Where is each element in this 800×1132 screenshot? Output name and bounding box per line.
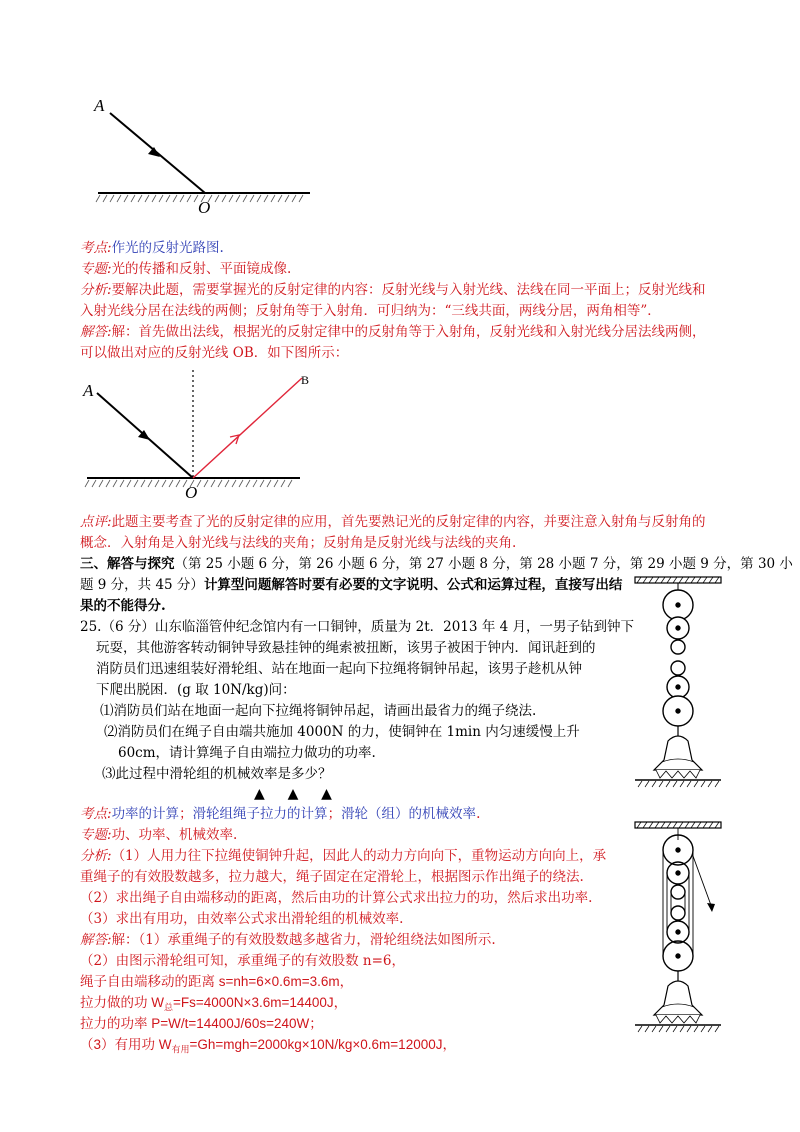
dianping-line-1: 此题主要考查了光的反射定律的应用，首先要熟记光的反射定律的内容，并要注意入射角与反射角的 xyxy=(111,514,706,530)
ceiling-beam-2 xyxy=(635,822,721,828)
q25-jieda-line-1: 解：（1）承重绳子的有效股数越多越省力，滑轮组绕法如图所示. xyxy=(111,932,496,948)
section3-row-1 xyxy=(80,554,793,574)
incident-arrow-icon xyxy=(148,147,160,157)
section3-heading: 三、解答与探究 xyxy=(80,556,175,572)
q25-jieda-line-4-sub: 总 xyxy=(164,1002,174,1013)
label-a-2: A xyxy=(83,381,94,400)
q25-jieda-line-4a: 拉力做的功 W xyxy=(80,995,164,1010)
zhuanti-row xyxy=(80,259,291,279)
q25-sub-3: ⑶此过程中滑轮组的机械效率是多少？ xyxy=(102,766,332,782)
label-b: B xyxy=(301,373,310,387)
q25-jieda-row-1 xyxy=(80,930,496,950)
figure-pulley-answer xyxy=(632,820,727,1035)
fenxi-line-2: 入射光线分居在法线的两侧；反射角等于入射角．可归纳为：“三线共面，两线分居，两角相等”． xyxy=(80,303,661,319)
fenxi-line-1: 要解决此题，需要掌握光的反射定律的内容：反射光线与入射光线、法线在同一平面上；反射光线和 xyxy=(111,282,706,298)
section3-instruction-2: 果的不能得分. xyxy=(80,598,166,614)
q25-stem-1 xyxy=(80,617,634,637)
q25-jieda-line-6a: （3）有用功 W xyxy=(80,1037,172,1052)
label-o: O xyxy=(198,198,211,217)
q25-kaodian-row xyxy=(80,804,480,824)
ceiling-beam xyxy=(635,577,721,583)
q25-kaodian-label: 考点: xyxy=(80,806,112,822)
section3-instruction-1: 计算型问题解答时要有必要的文字说明、公式和运算过程，直接写出结 xyxy=(203,577,623,593)
bell-icon xyxy=(654,726,702,778)
q25-number: 25. xyxy=(80,619,102,635)
movable-pulleys-2 xyxy=(663,906,693,971)
jieda-label: 解答: xyxy=(80,324,112,340)
zhuanti-text: 光的传播和反射、平面镜成像. xyxy=(111,261,292,277)
q25-kaodian-t6: . xyxy=(476,806,481,822)
q25-kaodian-t1: 功率的计算 xyxy=(111,806,180,822)
ground xyxy=(635,780,721,787)
q25-fenxi-line-4: （3）求出有用功，由效率公式求出滑轮组的机械效率. xyxy=(80,911,404,927)
q25-jieda-line-4b: =Fs=4000N×3.6m=14400J， xyxy=(173,995,348,1010)
kaodian-label: 考点: xyxy=(80,240,112,256)
q25-sub-2-line-1: ⑵消防员们在绳子自由端共施加 4000N 的力，使铜钟在 1min 内匀速缓慢上升 xyxy=(104,724,580,740)
label-o-2: O xyxy=(185,483,198,502)
q25-jieda-label: 解答: xyxy=(80,932,112,948)
pull-direction-arrow-icon xyxy=(707,903,715,912)
q25-fenxi-line-1: （1）人用力往下拉绳使铜钟升起，因此人的动力方向向下，重物运动方向向上，承 xyxy=(111,848,607,864)
q25-fenxi-row-1 xyxy=(80,846,606,866)
triangle-markers: ▲ ▲ ▲ xyxy=(254,786,333,802)
q25-stem-line-1: （6 分）山东临淄管仲纪念馆内有一口铜钟，质量为 2t．2013 年 4 月，一男子钻到钟下 xyxy=(101,619,634,635)
q25-kaodian-t5: 滑轮（组）的机械效率 xyxy=(341,806,477,822)
jieda-line-1: 解：首先做出法线，根据光的反射定律中的反射角等于入射角，反射光线和入射光线分居法线两侧， xyxy=(111,324,706,340)
dianping-line-2: 概念．入射角是入射光线与法线的夹角；反射角是反射光线与法线的夹角. xyxy=(80,535,517,551)
section3-row-2 xyxy=(80,575,622,595)
q25-stem-line-2: 玩耍，其他游客转动铜钟导致悬挂钟的绳索被扭断，该男子被困于钟内．闻讯赶到的 xyxy=(96,640,596,656)
q25-zhuanti-text: 功、功率、机械效率. xyxy=(111,827,238,843)
q25-jieda-line-3: 绳子自由端移动的距离 s=nh=6×0.6m=3.6m， xyxy=(80,974,354,989)
kaodian-text: 作光的反射光路图. xyxy=(111,240,224,256)
jieda-line-2: 可以做出对应的反射光线 OB．如下图所示： xyxy=(80,345,349,361)
q25-fenxi-label: 分析: xyxy=(80,848,112,864)
fenxi-label: 分析: xyxy=(80,282,112,298)
q25-stem-line-3: 消防员们迅速组装好滑轮组、站在地面一起向下拉绳将铜钟吊起，该男子趁机从钟 xyxy=(96,661,582,677)
q25-sub-1: ⑴消防员们站在地面一起向下拉绳将铜钟吊起，请画出最省力的绳子绕法. xyxy=(100,703,537,719)
q25-jieda-line-6-sub: 有用 xyxy=(171,1044,190,1055)
reflected-ray-ob xyxy=(193,378,302,478)
label-a: A xyxy=(94,96,105,115)
q25-kaodian-t3: 滑轮组绳子拉力的计算 xyxy=(192,806,328,822)
figure-pulley-problem xyxy=(632,575,727,790)
fixed-pulleys xyxy=(663,583,693,654)
q25-zhuanti-label: 专题: xyxy=(80,827,112,843)
figure-reflection xyxy=(75,368,315,503)
kaodian-row xyxy=(80,238,224,258)
q25-kaodian-t2: ； xyxy=(179,806,193,822)
q25-zhuanti-row xyxy=(80,825,237,845)
dianping-label: 点评: xyxy=(80,514,112,530)
q25-fenxi-line-2: 重绳子的有效股数越多，拉力越大，绳子固定在定滑轮上，根据图示作出绳子的绕法. xyxy=(80,869,584,885)
dianping-row-1 xyxy=(80,512,706,532)
figure-incident-ray xyxy=(80,85,320,220)
jieda-row-1 xyxy=(80,322,706,342)
q25-stem-line-4: 下爬出脱困．(g 取 10N/kg)问： xyxy=(96,682,296,698)
q25-kaodian-t4: ； xyxy=(327,806,342,822)
q25-sub-2-line-2: 60cm，请计算绳子自由端拉力做功的功率. xyxy=(118,745,376,761)
fixed-pulleys-2 xyxy=(663,835,693,899)
section3-note-1: （第 25 小题 6 分，第 26 小题 6 分，第 27 小题 8 分，第 28 小题 7 分，第 29 小题 9 分，第 30 小 xyxy=(174,556,793,572)
section3-note-2: 题 9 分，共 45 分） xyxy=(80,577,204,593)
bell-icon-2 xyxy=(654,971,702,1023)
fenxi-row-1 xyxy=(80,280,706,300)
q25-jieda-row-6 xyxy=(80,1035,456,1060)
movable-pulleys xyxy=(663,661,693,727)
zhuanti-label: 专题: xyxy=(80,261,112,277)
q25-fenxi-line-3: （2）求出绳子自由端移动的距离，然后由功的计算公式求出拉力的功，然后求出功率. xyxy=(80,890,593,906)
ground-2 xyxy=(635,1025,721,1032)
q25-jieda-line-5: 拉力的功率 P=W/t=14400J/60s=240W； xyxy=(80,1016,323,1031)
q25-jieda-line-6b: =Gh=mgh=2000kg×10N/kg×0.6m=12000J， xyxy=(189,1037,456,1052)
q25-jieda-line-2: （2）由图示滑轮组可知，承重绳子的有效股数 n=6， xyxy=(80,953,405,969)
